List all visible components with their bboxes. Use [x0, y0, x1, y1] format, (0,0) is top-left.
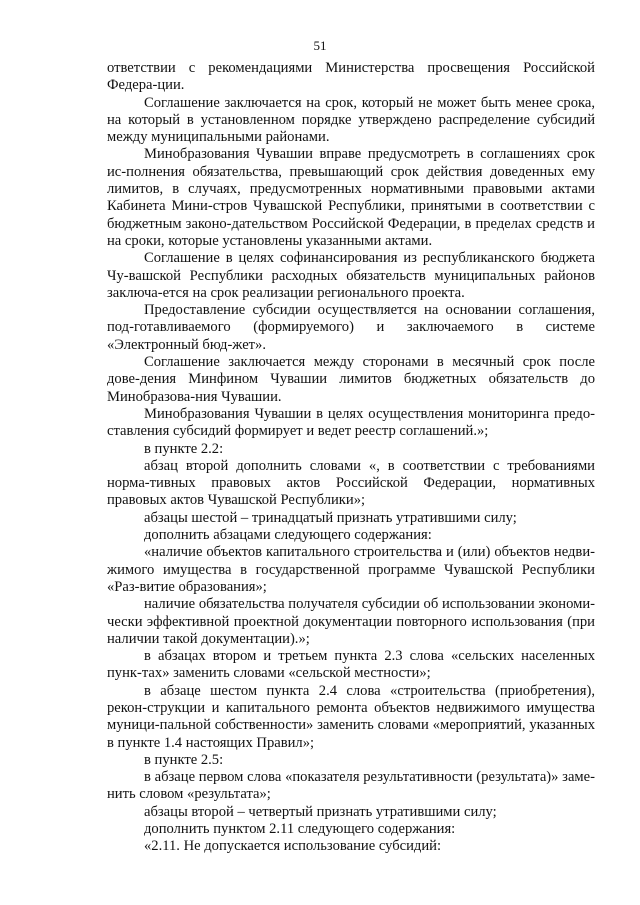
paragraph-8: в пункте 2.2: — [144, 440, 224, 457]
paragraph-20: «2.11. Не допускается использование субсидий: — [144, 838, 442, 855]
paragraph-10: абзацы шестой – тринадцатый признать утратившими силу; — [144, 509, 517, 526]
paragraph-18: абзацы второй – четвертый признать утратившими силу; — [144, 803, 497, 820]
document-body — [107, 60, 595, 856]
paragraph-9: абзац второй дополнить словами «, в соответствии с требованиями норма-тивных правовых актов Российской Федерации, нормативных правовых актов Чувашской Республики»; — [107, 457, 595, 509]
paragraph-1: ответствии с рекомендациями Министерства просвещения Российской Федера-ции. — [107, 60, 595, 94]
paragraph-6: Соглашение заключается между сторонами в месячный срок после дове-дения Минфином Чувашии лимитов бюджетных обязательств до Минобразова-ния Чувашии. — [107, 354, 595, 405]
paragraph-5: Предоставление субсидии осуществляется на основании соглашения, под-готавливаемого (формируемого) и заключаемого в системе «Электронный бюд-жет». — [107, 302, 595, 353]
paragraph-15: в абзаце шестом пункта 2.4 слова «строительства (приобретения), рекон-струкции и капитального ремонта объектов недвижимого имущества муници-пальной собственности» заменить словами «мероприятий, указанных в пункте 1.4 настоящих Правил»; — [107, 682, 595, 751]
paragraph-19: дополнить пунктом 2.11 следующего содержания: — [144, 821, 456, 838]
paragraph-7: Минобразования Чувашии в целях осуществления мониторинга предо-ставления субсидий формирует и ведет реестр соглашений.»; — [107, 405, 595, 440]
paragraph-4: Соглашение в целях софинансирования из республиканского бюджета Чу-вашской Республики расходных обязательств муниципальных районов заключа-ется на срок реализации регионального проекта. — [107, 250, 595, 301]
paragraph-16: в пункте 2.5: — [144, 751, 224, 768]
paragraph-17: в абзаце первом слова «показателя результативности (результата)» заме-нить словом «результата»; — [107, 769, 595, 803]
paragraph-2: Соглашение заключается на срок, который не может быть менее срока, на который в установленном порядке утверждено распределение субсидий между муниципальными районами. — [107, 94, 595, 146]
paragraph-13: наличие обязательства получателя субсидии об использовании экономи-чески эффективной проектной документации повторного использования (при наличии такой документации).»; — [107, 596, 595, 647]
paragraph-11: дополнить абзацами следующего содержания: — [144, 527, 432, 544]
paragraph-14: в абзацах втором и третьем пункта 2.3 слова «сельских населенных пунк-тах» заменить словами «сельской местности»; — [107, 648, 595, 682]
paragraph-3: Минобразования Чувашии вправе предусмотреть в соглашениях срок ис-полнения обязательства, превышающий срок действия доведенных ему лимитов, в случаях, предусмотренных нормативными правовыми актами Кабинета Мини-стров Чувашской Республики, принятыми в соответствии с бюджетным законо-дательством Российской Федерации, в пределах средств и на сроки, которые установлены указанными актами. — [107, 146, 595, 249]
paragraph-12: «наличие объектов капитального строительства и (или) объектов недви-жимого имущества в государственной программе Чувашской Республики «Раз-витие образования»; — [107, 544, 595, 595]
page-number: 51 — [313, 38, 327, 53]
